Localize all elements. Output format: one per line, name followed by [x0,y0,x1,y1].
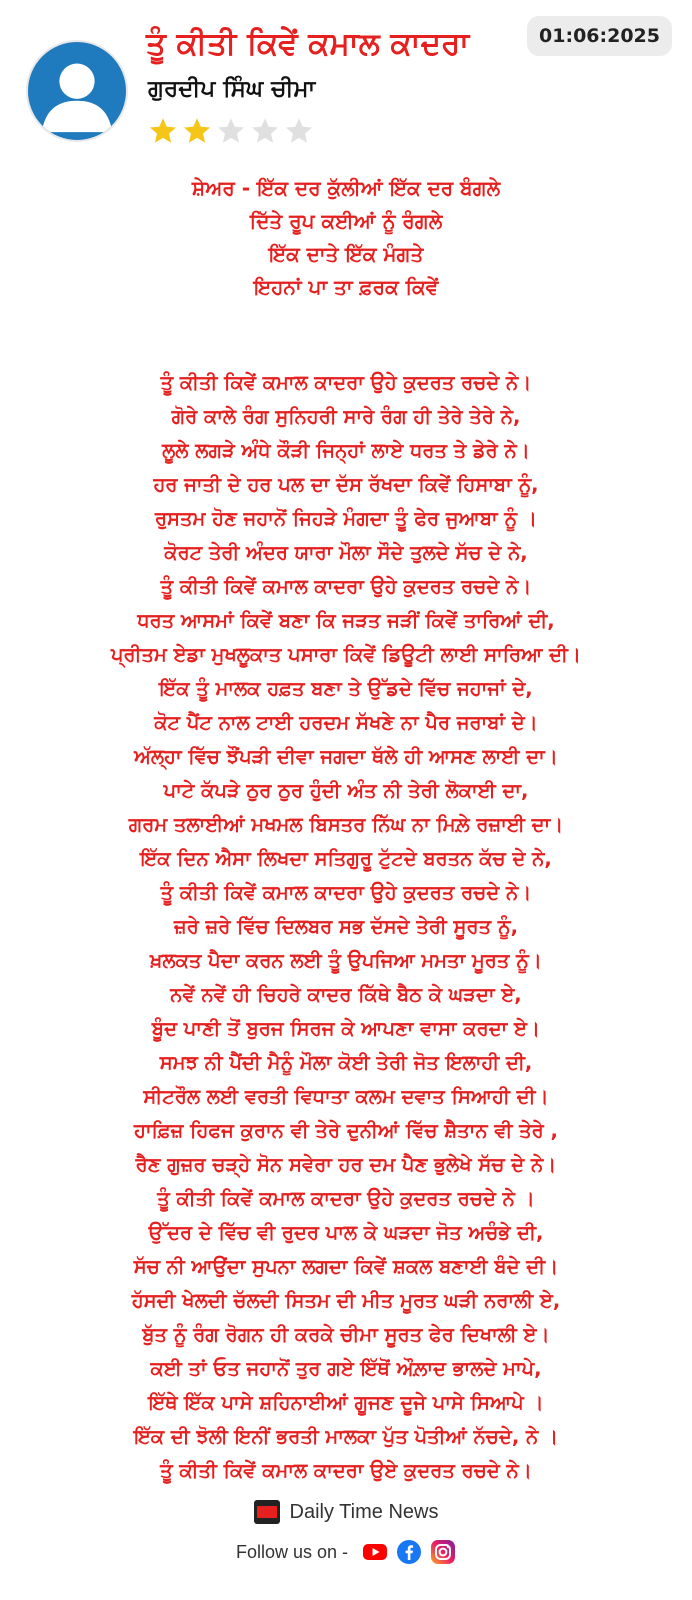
footer [0,1496,692,1572]
poem-line: ਰੁਸਤਮ ਹੋਣ ਜਹਾਨੋਂ ਜਿਹੜੇ ਮੰਗਦਾ ਤੂੰ ਫੇਰ ਜੁਆਬਾ ਨੂੰ । [154,507,538,530]
poem-line: ਹੱਸਦੀ ਖੇਲਦੀ ਚੱਲਦੀ ਸਿਤਮ ਦੀ ਮੀਤ ਮੂਰਤ ਘੜੀ ਨਰਾਲੀ ਏ, [131,1289,561,1312]
poem-line: ਧਰਤ ਆਸਮਾਂ ਕਿਵੇਂ ਬਣਾ ਕਿ ਜੜਤ ਜੜੀਂ ਕਿਵੇਂ ਤਾਰਿਆਂ ਦੀ, [137,609,555,632]
brand-logo [254,1500,280,1524]
author-name[interactable]: ਗੁਰਦੀਪ ਸਿੰਘ ਚੀਮਾ [148,76,316,102]
poem-line: ਕਈ ਤਾਂ ਓਤ ਜਹਾਨੋਂ ਤੁਰ ਗਏ ਇੱਥੋਂ ਔਲ਼ਾਦ ਭਾਲਦੇ ਮਾਪੇ, [150,1357,542,1380]
sher-block [0,172,692,304]
sher-line: ਸ਼ੇਅਰ - ਇੱਕ ਦਰ ਕੁੱਲੀਆਂ ਇੱਕ ਦਰ ਬੰਗਲੇ [191,176,501,200]
poem-line: ਇੱਥੇ ਇੱਕ ਪਾਸੇ ਸ਼ਹਿਨਾਈਆਂ ਗੂਜਣ ਦੂਜੇ ਪਾਸੇ ਸਿਆਪੇ । [148,1391,544,1414]
poem-line: ਗਰਮ ਤਲਾਈਆਂ ਮਖਮਲ ਬਿਸਤਰ ਨਿੱਘ ਨਾ ਮਿਲ਼ੇ ਰਜ਼ਾਈ ਦਾ। [128,813,564,836]
poem-line: ਪ੍ਰੀਤਮ ਏਡਾ ਮੁਖਲੂਕਾਤ ਪਸਾਰਾ ਕਿਵੇਂ ਡਿਊਟੀ ਲਾਈ ਸਾਰਿਆ ਦੀ। [110,643,582,666]
poem-line: ਇੱਕ ਦੀ ਝੋਲੀ ਇਨੀਂ ਭਰਤੀ ਮਾਲਕਾ ਪੁੱਤ ਪੋਤੀਆਂ ਨੱਚਦੇ, ਨੇ । [133,1425,559,1448]
star-rating[interactable] [148,116,314,146]
poem-line: ਪਾਟੇ ਕੱਪੜੇ ਠੁਰ ਠੁਰ ਹੁੰਦੀ ਅੰਤ ਨੀ ਤੇਰੀ ਲੋਕਾਈ ਦਾ, [163,779,529,802]
youtube-icon[interactable] [362,1539,388,1565]
poem-body [0,366,692,1488]
poem-line: ਨਵੇਂ ਨਵੇਂ ਹੀ ਚਿਹਰੇ ਕਾਦਰ ਕਿੱਥੇ ਬੈਠ ਕੇ ਘੜਦਾ ਏ, [170,983,522,1006]
poem-line: ਸੱਚ ਨੀ ਆਉਂਦਾ ਸੁਪਨਾ ਲਗਦਾ ਕਿਵੇਂ ਸ਼ਕਲ ਬਣਾਈ ਬੰਦੇ ਦੀ। [133,1255,559,1278]
star-filled-icon[interactable] [148,116,178,146]
facebook-icon[interactable] [396,1539,422,1565]
poem-line: ਕੋਟ ਪੈਂਟ ਨਾਲ ਟਾਈ ਹਰਦਮ ਸੱਖਣੇ ਨਾ ਪੈਰ ਜਰਾਬਾਂ ਦੇ। [154,711,538,734]
sher-line: ਇਹਨਾਂ ਪਾ ਤਾ ਫ਼ਰਕ ਕਿਵੇਂ [253,275,439,299]
poem-line: ਜ਼ਰੇ ਜ਼ਰੇ ਵਿੱਚ ਦਿਲਬਰ ਸਭ ਦੱਸਦੇ ਤੇਰੀ ਸੂਰਤ ਨੂੰ, [173,915,518,938]
poem-line: ਸਮਝ ਨੀ ਪੈਂਦੀ ਮੈਨੂੰ ਮੌਲਾ ਕੋਈ ਤੇਰੀ ਜੋਤ ਇਲਾਹੀ ਦੀ, [159,1051,533,1074]
poem-line: ਕੋਰਟ ਤੇਰੀ ਅੰਦਰ ਯਾਰਾ ਮੌਲਾ ਸੌਦੇ ਤੁਲਦੇ ਸੱਚ ਦੇ ਨੇ, [164,541,528,564]
post-header [0,0,692,160]
follow-label: Follow us on - [235,1541,349,1562]
poem-line: ਬੂੰਦ ਪਾਣੀ ਤੋਂ ਬੁਰਜ ਸਿਰਜ ਕੇ ਆਪਣਾ ਵਾਸਾ ਕਰਦਾ ਏ। [151,1017,541,1040]
avatar[interactable] [26,40,128,142]
poem-line: ਤੂੰ ਕੀਤੀ ਕਿਵੇਂ ਕਮਾਲ ਕਾਦਰਾ ਉਹੇ ਕੁਦਰਤ ਰਚਦੇ ਨੇ। [160,881,532,904]
poem-line: ਹਾਫ਼ਿਜ਼ ਹਿਫਜ ਕੁਰਾਨ ਵੀ ਤੇਰੇ ਦੁਨੀਆਂ ਵਿੱਚ ਸ਼ੈਤਾਨ ਵੀ ਤੇਰੇ , [134,1119,558,1142]
poem-line: ਇੱਕ ਤੂੰ ਮਾਲਕ ਹਫ਼ਤ ਬਣਾ ਤੇ ਉੱਡਦੇ ਵਿੱਚ ਜਹਾਜਾਂ ਦੇ, [159,677,533,700]
poem-line: ਉੱਦਰ ਦੇ ਵਿੱਚ ਵੀ ਰੁਦਰ ਪਾਲ ਕੇ ਘੜਦਾ ਜੋਤ ਅਚੰਭੇ ਦੀ, [148,1221,544,1244]
poem-title: ਤੂੰ ਕੀਤੀ ਕਿਵੇਂ ਕਮਾਲ ਕਾਦਰਾ [146,26,470,62]
sher-line: ਇੱਕ ਦਾਤੇ ਇੱਕ ਮੰਗਤੇ [268,242,424,266]
star-empty-icon[interactable] [284,116,314,146]
star-empty-icon[interactable] [216,116,246,146]
poem-line: ਗੋਰੇ ਕਾਲੇ ਰੰਗ ਸੁਨਿਹਰੀ ਸਾਰੇ ਰੰਗ ਹੀ ਤੇਰੇ ਤੇਰੇ ਨੇ, [171,405,521,428]
poem-line: ਤੂੰ ਕੀਤੀ ਕਿਵੇਂ ਕਮਾਲ ਕਾਦਰਾ ਉਹੇ ਕੁਦਰਤ ਰਚਦੇ ਨੇ। [160,575,532,598]
instagram-icon[interactable] [430,1539,456,1565]
date-badge: 01:06:2025 [527,16,672,56]
user-icon [28,42,126,140]
poem-line: ਤੂੰ ਕੀਤੀ ਕਿਵੇਂ ਕਮਾਲ ਕਾਦਰਾ ਉਏ ਕੁਦਰਤ ਰਚਦੇ ਨੇ। [160,1459,532,1482]
poem-line: ਅੱਲ੍ਹਾ ਵਿੱਚ ਝੌਂਪੜੀ ਦੀਵਾ ਜਗਦਾ ਥੱਲੇ ਹੀ ਆਸਣ ਲਾਈ ਦਾ। [134,745,558,768]
sher-line: ਦਿੱਤੇ ਰੂਪ ਕਈਆਂ ਨੂੰ ਰੰਗਲੇ [249,209,443,233]
poem-line: ਬੁੱਤ ਨੂੰ ਰੰਗ ਰੋਗਨ ਹੀ ਕਰਕੇ ਚੀਮਾ ਸੂਰਤ ਫੇਰ ਦਿਖਾਲੀ ਏ। [142,1323,550,1346]
star-filled-icon[interactable] [182,116,212,146]
poem-line: ਤੂੰ ਕੀਤੀ ਕਿਵੇਂ ਕਮਾਲ ਕਾਦਰਾ ਉਹੇ ਕੁਦਰਤ ਰਚਦੇ ਨੇ । [157,1187,535,1210]
brand-name[interactable]: Daily Time News [289,1500,439,1523]
poem-line: ਰੈਣ ਗੁਜ਼ਰ ਚੜ੍ਹੇ ਸੋਨ ਸਵੇਰਾ ਹਰ ਦਮ ਪੈਣ ਭੁਲੇਖੇ ਸੱਚ ਦੇ ਨੇ। [135,1153,557,1176]
poem-line: ਖ਼ਲਕਤ ਪੈਦਾ ਕਰਨ ਲਈ ਤੂੰ ਉਪਜਿਆ ਮਮਤਾ ਮੂਰਤ ਨੂੰ। [150,949,542,972]
poem-line: ਤੂੰ ਕੀਤੀ ਕਿਵੇਂ ਕਮਾਲ ਕਾਦਰਾ ਉਹੇ ਕੁਦਰਤ ਰਚਦੇ ਨੇ। [160,371,532,394]
poem-line: ਸੀਟਰੌਲ ਲਈ ਵਰਤੀ ਵਿਧਾਤਾ ਕਲਮ ਦਵਾਤ ਸਿਆਹੀ ਦੀ। [143,1085,549,1108]
poem-line: ਲੂਲੇ ਲਗੜੇ ਅੰਧੇ ਕੌੜੀ ਜਿਨ੍ਹਾਂ ਲਾਏ ਧਰਤ ਤੇ ਡੇਰੇ ਨੇ। [162,439,530,462]
star-empty-icon[interactable] [250,116,280,146]
poem-line: ਇੱਕ ਦਿਨ ਐਸਾ ਲਿਖਦਾ ਸਤਿਗੁਰੂ ਟੁੱਟਦੇ ਬਰਤਨ ਕੱਚ ਦੇ ਨੇ, [140,847,552,870]
poem-line: ਹਰ ਜਾਤੀ ਦੇ ਹਰ ਪਲ ਦਾ ਦੱਸ ਰੱਖਦਾ ਕਿਵੇਂ ਹਿਸਾਬਾ ਨੂੰ, [153,473,539,496]
